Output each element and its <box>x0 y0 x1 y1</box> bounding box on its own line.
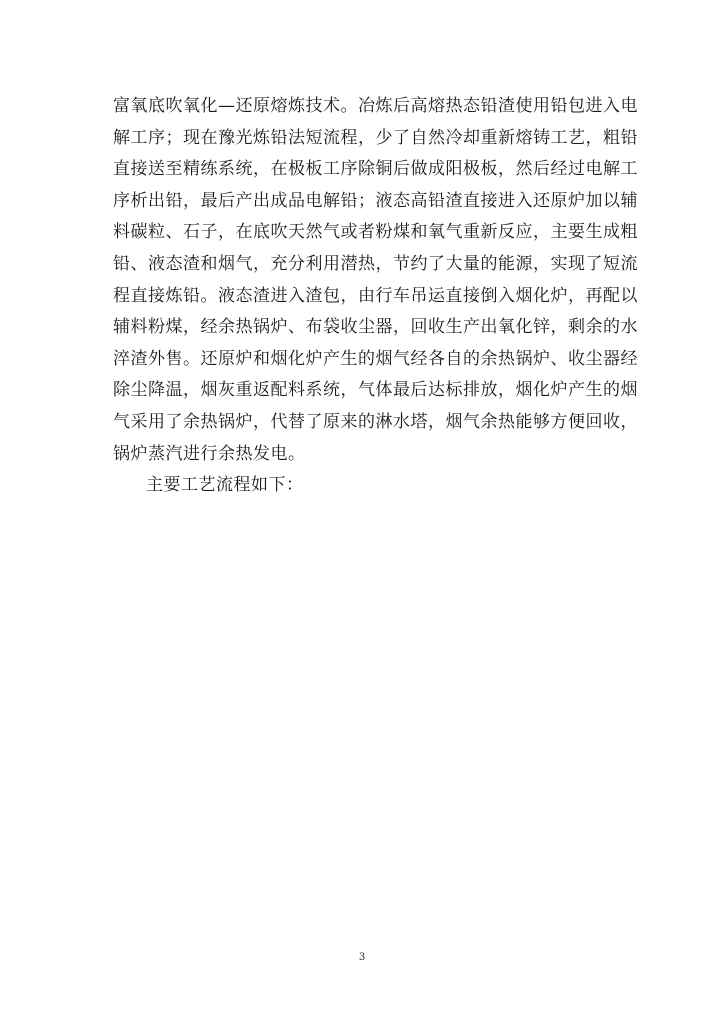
text-line: 直接送至精练系统，在极板工序除铜后做成阳极板，然后经过电解工 <box>113 159 638 180</box>
text-line: 料碳粒、石子，在底吹天然气或者粉煤和氧气重新反应，主要生成粗 <box>113 222 638 243</box>
text-line: 铅、液态渣和烟气，充分利用潜热，节约了大量的能源，实现了短流 <box>113 253 638 274</box>
page-number: 3 <box>358 952 366 963</box>
text-line: 富氧底吹氧化—还原熔炼技术。冶炼后高熔热态铅渣使用铅包进入电 <box>113 96 638 116</box>
section-intro-text: 主要工艺流程如下： <box>146 475 304 496</box>
text-line: 除尘降温，烟灰重返配料系统，气体最后达标排放，烟化炉产生的烟 <box>113 380 638 401</box>
text-line: 解工序；现在豫光炼铅法短流程，少了自然冷却重新熔铸工艺，粗铅 <box>113 127 638 148</box>
text-line: 淬渣外售。还原炉和烟化炉产生的烟气经各自的余热锅炉、收尘器经 <box>113 348 638 369</box>
text-line: 气采用了余热锅炉，代替了原来的淋水塔，烟气余热能够方便回收， <box>113 411 638 432</box>
text-line: 辅料粉煤，经余热锅炉、布袋收尘器，回收生产出氧化锌，剩余的水 <box>113 317 638 338</box>
text-line: 锅炉蒸汽进行余热发电。 <box>113 443 306 464</box>
text-line: 程直接炼铅。液态渣进入渣包，由行车吊运直接倒入烟化炉，再配以 <box>113 285 638 306</box>
body-text <box>113 91 638 502</box>
text-line: 序析出铅，最后产出成品电解铅；液态高铅渣直接进入还原炉加以辅 <box>113 190 638 211</box>
